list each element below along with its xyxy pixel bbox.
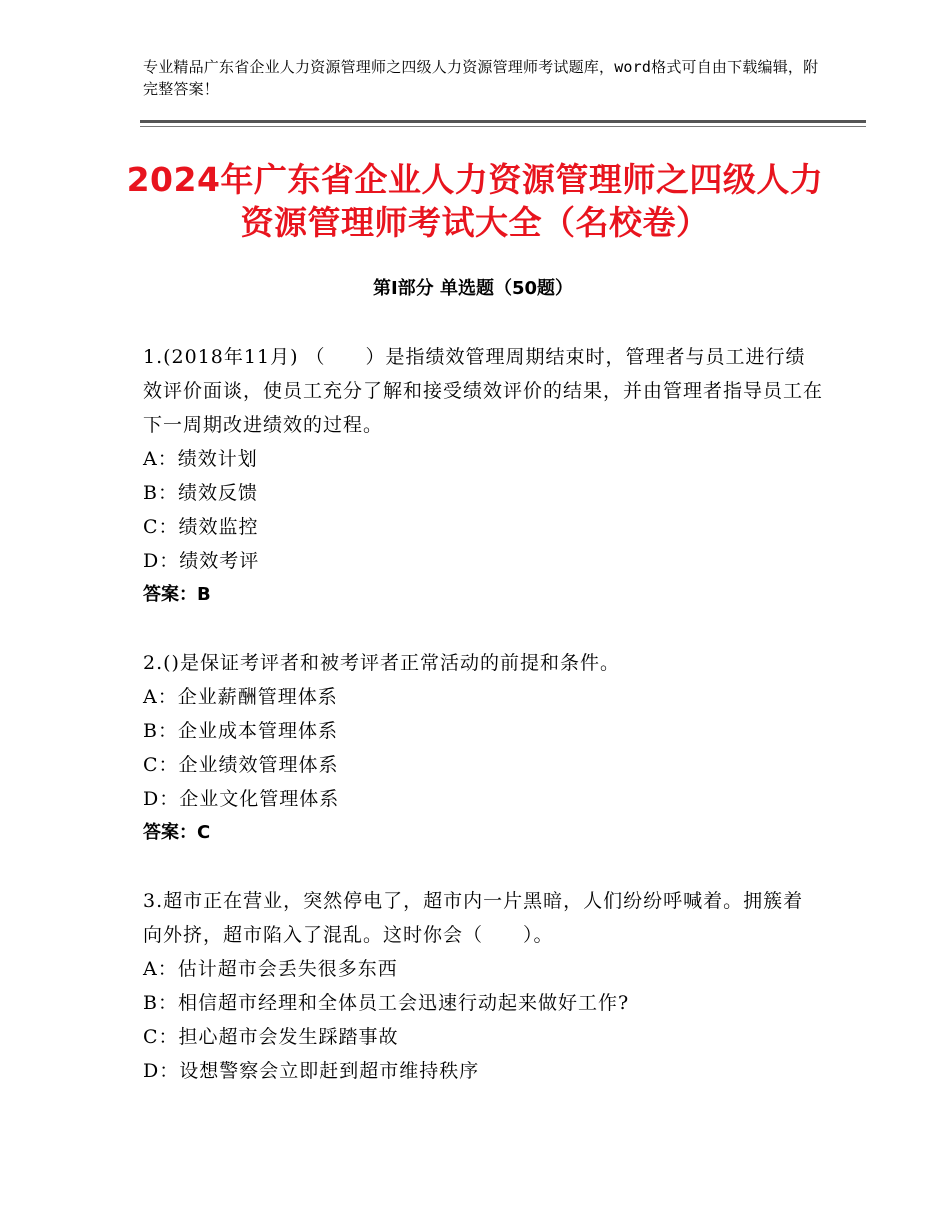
section-heading: 第Ⅰ部分 单选题（50题）	[372, 278, 573, 299]
answer-label: 答案：B	[143, 584, 211, 605]
question-stem: 3.超市正在营业，突然停电了，超市内一片黑暗，人们纷纷呼喊着。拥簇着向外挤，超市陷入了混乱。这时你会（ ）。	[143, 890, 804, 946]
question-list	[143, 340, 823, 1122]
option-b: B：企业成本管理体系	[143, 720, 338, 742]
header-rule-thin	[140, 126, 866, 127]
option-a: A：估计超市会丢失很多东西	[143, 958, 398, 980]
question-3	[143, 884, 823, 1088]
option-a: A：企业薪酬管理体系	[143, 686, 338, 708]
question-2	[143, 646, 823, 850]
question-stem: 1.(2018年11月) （ ）是指绩效管理周期结束时，管理者与员工进行绩效评价面谈，使员工充分了解和接受绩效评价的结果，并由管理者指导员工在下一周期改进绩效的过程。	[143, 346, 824, 436]
header-rule-thick	[140, 120, 866, 123]
option-a: A：绩效计划	[143, 448, 258, 470]
option-d: D：企业文化管理体系	[143, 788, 340, 810]
option-c: C：企业绩效管理体系	[143, 754, 339, 776]
answer-label: 答案：C	[143, 822, 211, 843]
option-d: D：绩效考评	[143, 550, 260, 572]
option-c: C：绩效监控	[143, 516, 259, 538]
question-stem: 2.()是保证考评者和被考评者正常活动的前提和条件。	[143, 652, 620, 674]
option-b: B：相信超市经理和全体员工会迅速行动起来做好工作?	[143, 992, 630, 1014]
header-note: 专业精品广东省企业人力资源管理师之四级人力资源管理师考试题库，word格式可自由下载编辑，附完整答案！	[143, 58, 819, 98]
document-title: 2024年广东省企业人力资源管理师之四级人力资源管理师考试大全（名校卷）	[126, 160, 824, 242]
option-b: B：绩效反馈	[143, 482, 258, 504]
option-c: C：担心超市会发生踩踏事故	[143, 1026, 399, 1048]
option-d: D：设想警察会立即赶到超市维持秩序	[143, 1060, 480, 1082]
question-1	[143, 340, 823, 612]
